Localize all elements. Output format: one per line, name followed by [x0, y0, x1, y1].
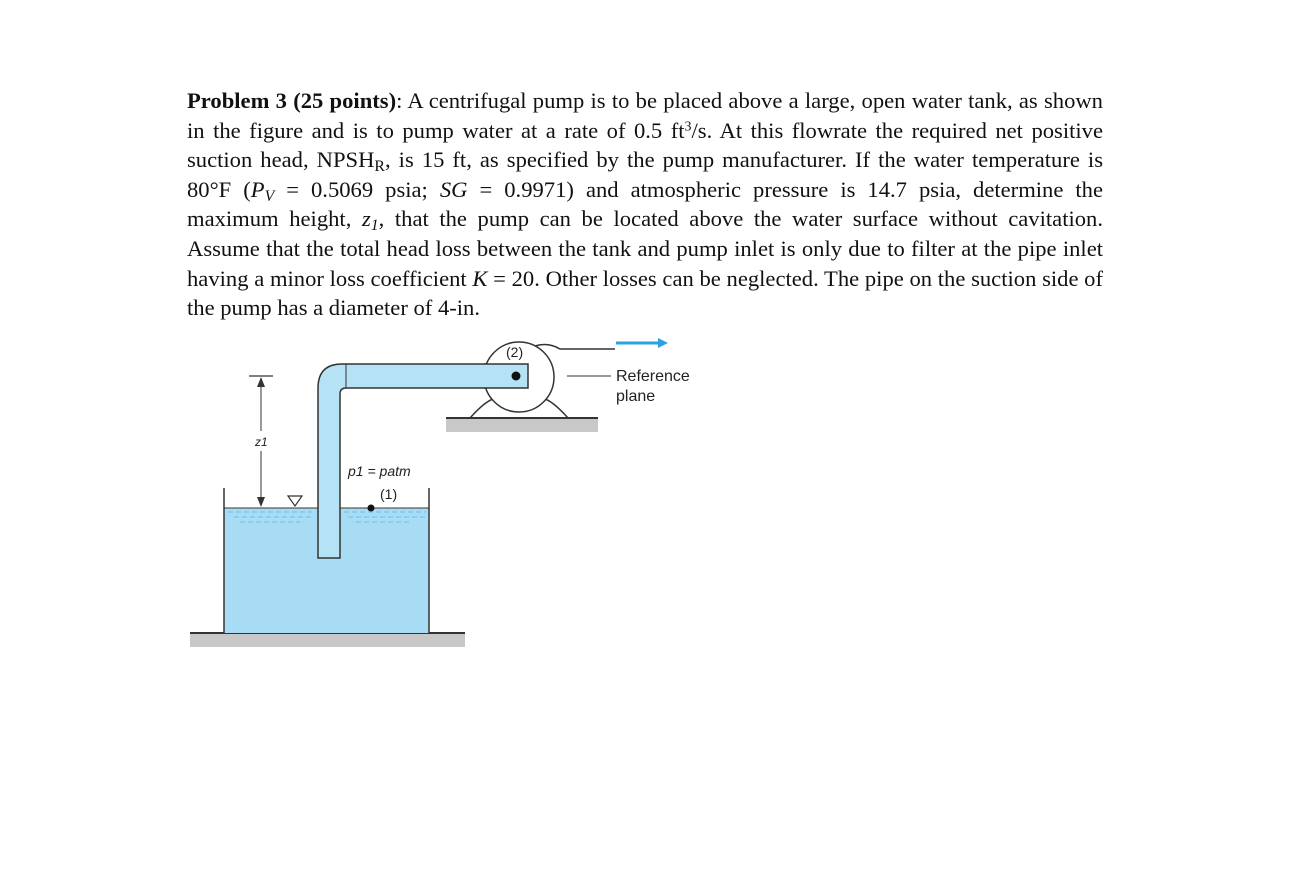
- problem-text-part: = 20. Other losses can be neglected. The pipe on the suction side of the pump has a diameter of 4-in.: [187, 265, 1103, 321]
- heading-colon: :: [396, 88, 408, 113]
- problem-text-part: = 0.5069 psia;: [274, 176, 440, 202]
- problem-text-part: = 0.9971) and atmospheric pressure is 14.7 psia, determine the maximum height,: [187, 176, 1103, 232]
- tank-ground: [190, 633, 465, 647]
- z1-arrow-up-icon: [257, 377, 265, 387]
- problem-heading: Problem 3 (25 points): [187, 88, 397, 113]
- p1-label: p1 = patm: [348, 463, 411, 479]
- point-1-dot: [368, 505, 375, 512]
- height-symbol: z: [361, 206, 371, 232]
- problem-text-part: /s. At this flowrate the required net positive suction head, NPSH: [187, 117, 1103, 173]
- problem-text-part: , that the pump can be located above the water surface without cavitation. Assume that the total head loss between the tank and pump inlet is only due to filter at the pipe inlet having a minor loss coefficient: [187, 206, 1103, 291]
- z1-label: z1: [255, 435, 268, 449]
- problem-text-part: A centrifugal pump is to be placed above a large, open water tank, as shown in the figure and is to pump water at a rate of 0.5 ft: [187, 88, 1103, 143]
- free-surface-icon: [288, 496, 302, 506]
- reference-label: Reference: [616, 368, 690, 385]
- vapor-pressure-symbol: P: [250, 176, 265, 202]
- point-1-label: (1): [380, 486, 398, 502]
- loss-coefficient-symbol: K: [472, 265, 488, 291]
- height-subscript: 1: [370, 217, 379, 235]
- specific-gravity-symbol: SG: [439, 176, 468, 202]
- superscript-three: 3: [684, 118, 692, 134]
- problem-text-part: , is 15 ft, as specified by the pump manufacturer. If the water temperature is 80°F (: [187, 147, 1103, 202]
- vapor-pressure-subscript: V: [264, 187, 275, 205]
- point-2-label: (2): [506, 344, 524, 360]
- flow-arrow-icon: [658, 338, 668, 348]
- pump-discharge: [535, 345, 615, 349]
- plane-label: plane: [616, 388, 656, 405]
- z1-arrow-down-icon: [257, 497, 265, 507]
- pump-base: [446, 418, 598, 432]
- npsh-subscript: R: [374, 158, 385, 176]
- point-2-dot: [512, 372, 521, 381]
